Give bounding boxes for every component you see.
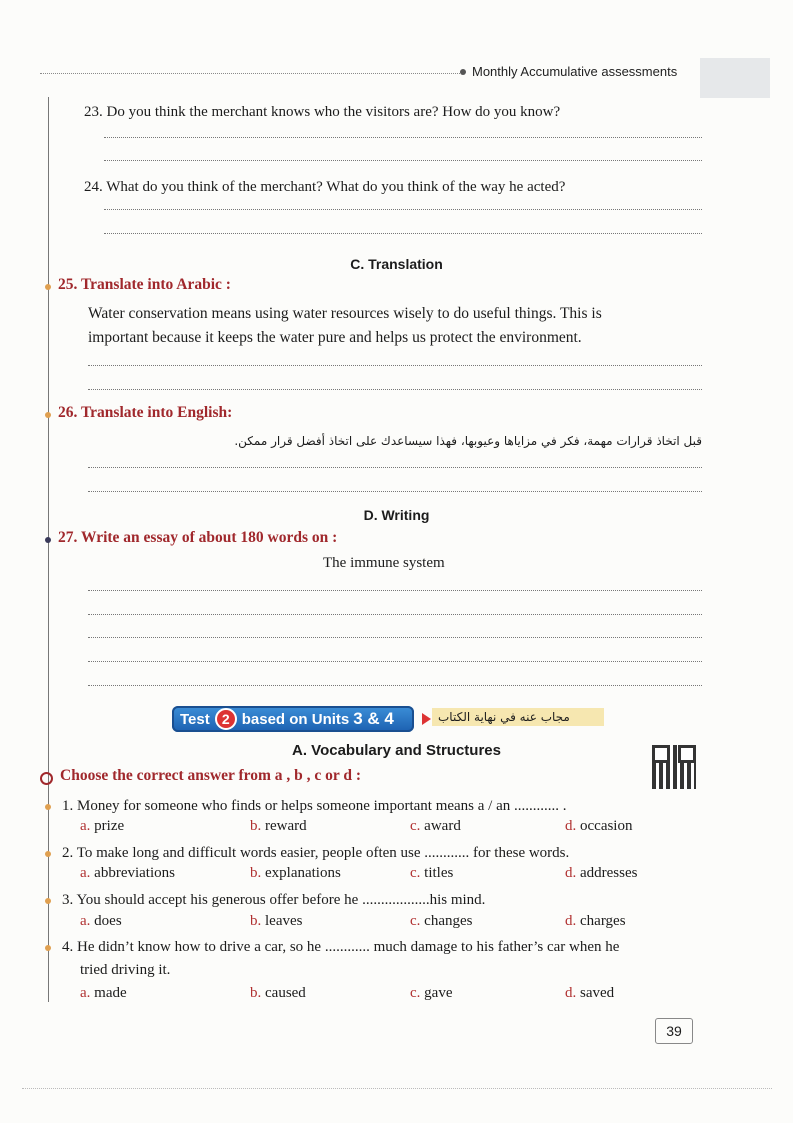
answer-line [88,389,702,390]
bullet-icon [45,898,51,904]
question-23: 23. Do you think the merchant knows who the visitors are? How do you know? [84,104,561,120]
option-d: d. addresses [565,865,638,881]
option-a: a. made [80,985,127,1001]
running-header: Monthly Accumulative assessments [472,64,678,79]
translation-paragraph-line2: important because it keeps the water pure and helps us protect the environment. [88,329,582,346]
answer-line [104,160,702,161]
answer-note: مجاب عنه في نهاية الكتاب [432,708,604,726]
qr-code-icon [652,745,696,789]
option-b: b. explanations [250,865,341,881]
bullet-icon [45,412,51,418]
answer-line [104,209,702,210]
instruction-text: Choose the correct answer from a , b , c or d : [60,767,362,784]
option-c: c. gave [410,985,453,1001]
option-a: a. does [80,913,122,929]
page-number: 39 [655,1018,693,1044]
answer-line [88,685,702,686]
answer-line [104,233,702,234]
answer-line [88,614,702,615]
vocab-question-4-continued: tried driving it. [80,962,171,978]
section-title-writing: D. Writing [363,507,430,523]
option-d: d. charges [565,913,626,929]
question-27-title: 27. Write an essay of about 180 words on : [58,529,338,546]
header-bullet [460,69,466,75]
header-rule [40,73,460,74]
option-c: c. award [410,818,461,834]
answer-line [88,467,702,468]
based-on-label: based on Units [241,710,350,728]
footer-rule [22,1088,772,1089]
vocab-question-1: 1. Money for someone who finds or helps someone important means a / an ............ . [62,798,567,814]
margin-line [48,97,49,1002]
answer-line [104,137,702,138]
translation-paragraph-line1: Water conservation means using water resources wisely to do useful things. This is [88,305,602,322]
option-a: a. prize [80,818,125,834]
bullet-icon [45,804,51,810]
answer-line [88,590,702,591]
section-title-vocabulary: A. Vocabulary and Structures [292,742,501,759]
bullet-icon [45,537,51,543]
question-24: 24. What do you think of the merchant? What do you think of the way he acted? [84,179,566,195]
option-a: a. abbreviations [80,865,175,881]
question-25-title: 25. Translate into Arabic : [58,276,231,293]
option-c: c. changes [410,913,473,929]
test-number-badge: 2 [215,708,237,730]
instruction-circle-icon [40,772,53,785]
section-title-translation: C. Translation [350,256,443,272]
option-d: d. occasion [565,818,633,834]
option-b: b. caused [250,985,306,1001]
answer-line [88,637,702,638]
vocab-question-2: 2. To make long and difficult words easier, people often use ............ for these words. [62,845,570,861]
answer-line [88,661,702,662]
option-b: b. leaves [250,913,303,929]
bullet-icon [45,284,51,290]
option-b: b. reward [250,818,307,834]
vocab-question-3: 3. You should accept his generous offer before he ..................his mind. [62,892,486,908]
option-c: c. titles [410,865,454,881]
test-banner [172,706,414,732]
option-d: d. saved [565,985,615,1001]
arabic-sentence: قبل اتخاذ قرارات مهمة، فكر في مزاياها وعيوبها، فهذا سيساعدك على اتخاذ أفضل قرار ممكن. [234,434,702,448]
bullet-icon [45,851,51,857]
question-26-title: 26. Translate into English: [58,404,233,421]
vocab-question-4: 4. He didn’t know how to drive a car, so he ............ much damage to his father’s car when he [62,939,620,955]
arrow-right-icon [422,713,431,725]
essay-topic: The immune system [323,555,445,571]
bullet-icon [45,945,51,951]
answer-line [88,491,702,492]
units-label: 3 & 4 [353,709,394,728]
answer-line [88,365,702,366]
test-label: Test [180,710,210,728]
header-tab-decoration [700,58,770,98]
